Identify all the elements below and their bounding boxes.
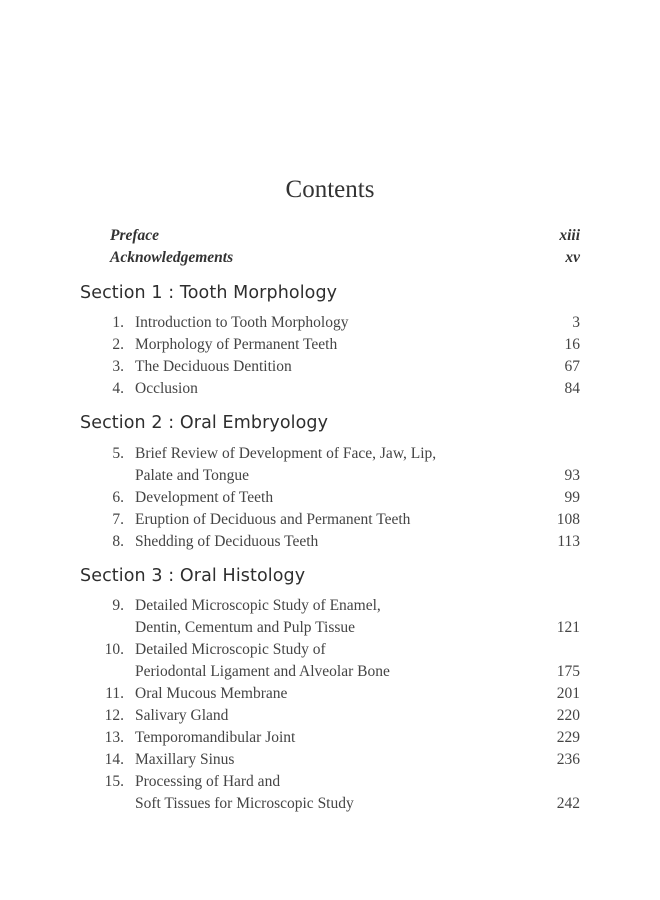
front-matter-page: xv (565, 249, 580, 266)
toc-entry[interactable] (100, 533, 580, 555)
chapter-title: Development of Teeth (135, 489, 274, 506)
toc-entry[interactable] (100, 707, 580, 729)
page-title: Contents (285, 176, 375, 203)
toc-entry[interactable] (100, 380, 580, 402)
section-heading: Section 1 : Tooth Morphology (80, 283, 338, 303)
section-heading: Section 3 : Oral Histology (80, 566, 306, 586)
toc-entry-continuation[interactable] (100, 663, 580, 685)
chapter-title: Introduction to Tooth Morphology (135, 314, 349, 331)
chapter-title: Detailed Microscopic Study of Enamel, (135, 597, 381, 614)
front-matter-title: Preface (110, 227, 160, 244)
toc-entry[interactable] (100, 445, 580, 467)
chapter-number: 7. (112, 511, 124, 528)
toc-entry[interactable] (100, 685, 580, 707)
chapter-number: 9. (112, 597, 124, 614)
chapter-page: 67 (564, 358, 580, 375)
chapter-number: 11. (105, 685, 124, 702)
chapter-number: 2. (112, 336, 124, 353)
chapter-number: 3. (112, 358, 124, 375)
chapter-page: 84 (564, 380, 580, 397)
chapter-title-continued: Dentin, Cementum and Pulp Tissue (135, 619, 356, 636)
section-heading: Section 2 : Oral Embryology (80, 413, 329, 433)
chapter-page: 229 (556, 729, 580, 746)
chapter-page: 3 (572, 314, 580, 331)
chapter-title-continued: Palate and Tongue (135, 467, 249, 484)
chapter-number: 14. (104, 751, 124, 768)
chapter-title: Temporomandibular Joint (135, 729, 296, 746)
chapter-number: 1. (112, 314, 124, 331)
chapter-page: 201 (556, 685, 580, 702)
chapter-page: 236 (556, 751, 580, 768)
toc-entry[interactable] (100, 314, 580, 336)
toc-entry[interactable] (100, 358, 580, 380)
chapter-page: 175 (556, 663, 580, 680)
chapter-number: 10. (104, 641, 124, 658)
chapter-title: Maxillary Sinus (135, 751, 235, 768)
front-matter-title: Acknowledgements (110, 249, 234, 266)
chapter-title: Shedding of Deciduous Teeth (135, 533, 319, 550)
chapter-number: 6. (112, 489, 124, 506)
chapter-page: 108 (556, 511, 580, 528)
toc-entry-continuation[interactable] (100, 795, 580, 817)
toc-entry[interactable] (100, 729, 580, 751)
chapter-title: Processing of Hard and (135, 773, 281, 790)
chapter-page: 242 (556, 795, 580, 812)
toc-entry[interactable] (100, 751, 580, 773)
chapter-title-continued: Periodontal Ligament and Alveolar Bone (135, 663, 390, 680)
toc-entry[interactable] (100, 336, 580, 358)
chapter-title: The Deciduous Dentition (135, 358, 292, 375)
front-matter-preface[interactable] (110, 227, 580, 249)
toc-entry-continuation[interactable] (100, 467, 580, 489)
chapter-number: 12. (104, 707, 124, 724)
front-matter-page: xiii (559, 227, 580, 244)
chapter-number: 8. (112, 533, 124, 550)
toc-entry[interactable] (100, 597, 580, 619)
chapter-number: 4. (112, 380, 124, 397)
toc-entry[interactable] (100, 641, 580, 663)
chapter-number: 13. (104, 729, 124, 746)
chapter-page: 93 (564, 467, 580, 484)
chapter-page: 113 (557, 533, 580, 550)
chapter-number: 15. (104, 773, 124, 790)
chapter-page: 121 (556, 619, 580, 636)
chapter-number: 5. (112, 445, 124, 462)
chapter-page: 16 (564, 336, 580, 353)
chapter-title: Salivary Gland (135, 707, 229, 724)
front-matter-acknowledgements[interactable] (110, 249, 580, 271)
toc-entry[interactable] (100, 489, 580, 511)
chapter-title: Detailed Microscopic Study of (135, 641, 326, 658)
chapter-page: 99 (564, 489, 580, 506)
toc-entry-continuation[interactable] (100, 619, 580, 641)
chapter-title: Brief Review of Development of Face, Jaw, Lip, (135, 445, 437, 462)
toc-entry[interactable] (100, 511, 580, 533)
chapter-title: Morphology of Permanent Teeth (135, 336, 338, 353)
chapter-title: Eruption of Deciduous and Permanent Teeth (135, 511, 411, 528)
toc-entry[interactable] (100, 773, 580, 795)
chapter-page: 220 (556, 707, 580, 724)
chapter-title: Oral Mucous Membrane (135, 685, 288, 702)
chapter-title-continued: Soft Tissues for Microscopic Study (135, 795, 354, 812)
chapter-title: Occlusion (135, 380, 198, 397)
